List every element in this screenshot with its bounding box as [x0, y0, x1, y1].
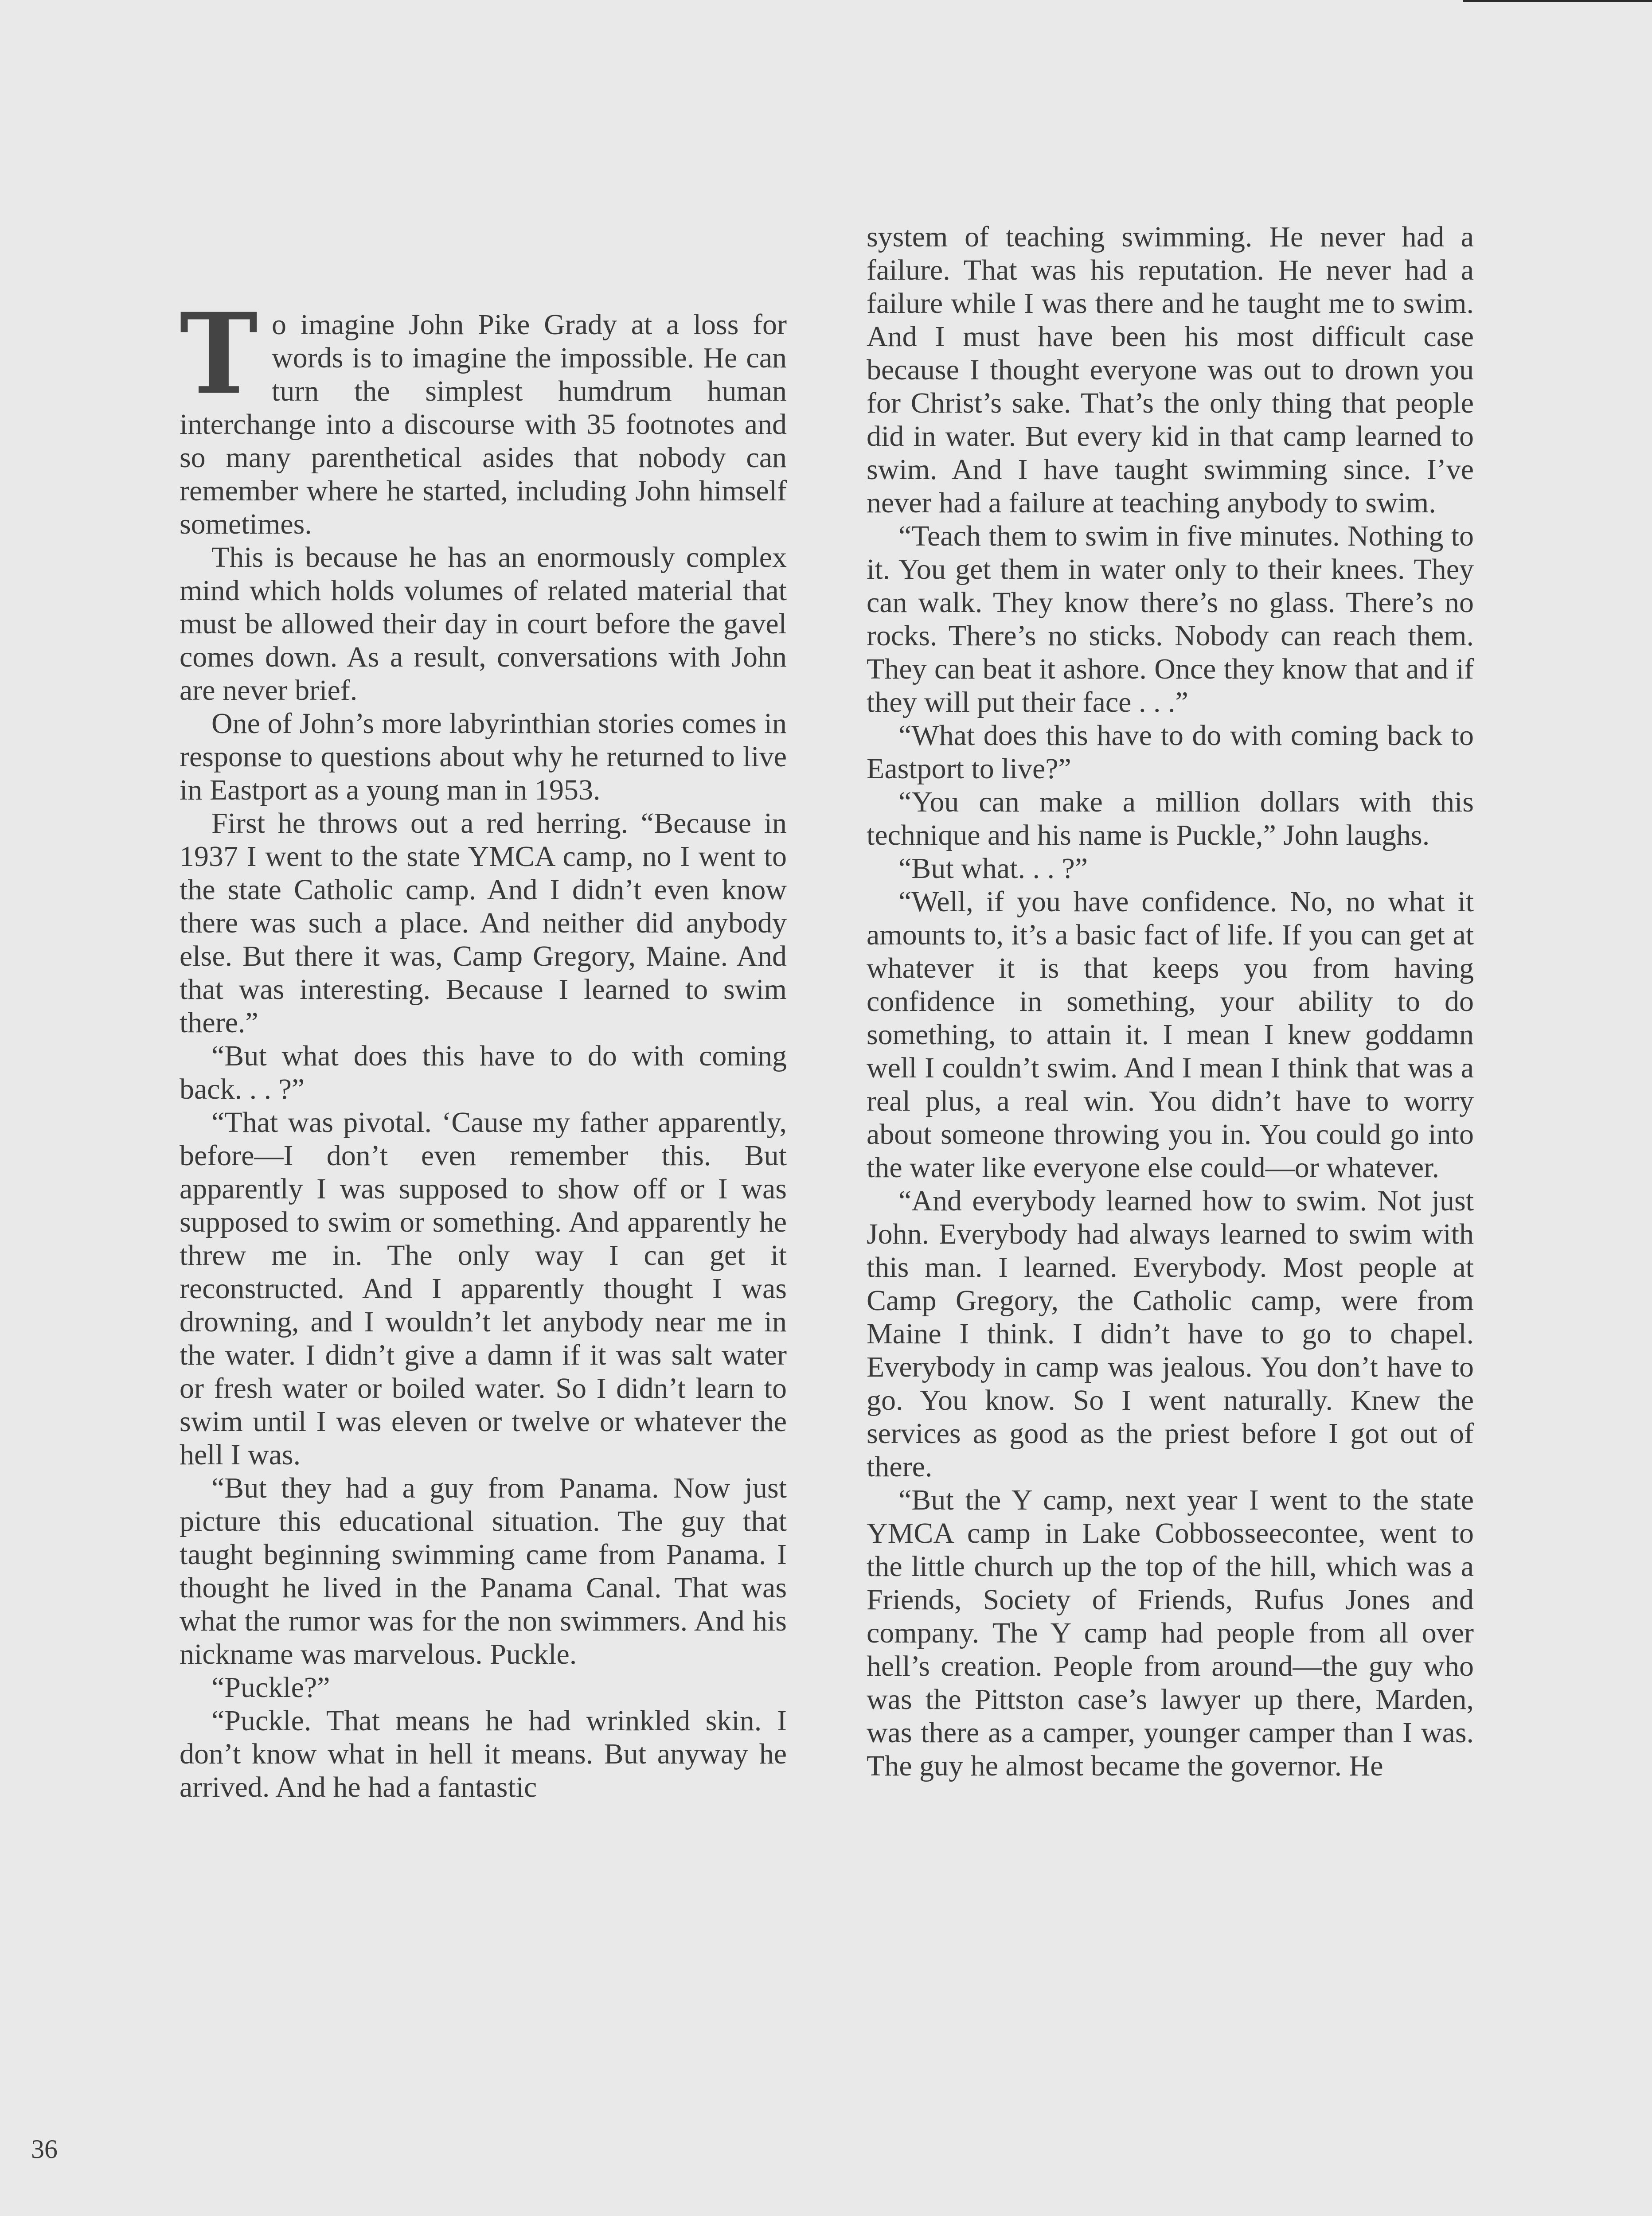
article-paragraph: “But what. . . ?”: [898, 852, 1088, 885]
article-column-right: [867, 220, 1474, 1783]
article-paragraph-opening: [180, 289, 787, 541]
paragraph-text: o imagine John Pike Grady at a loss for words is to imagine the impossible. He can turn the simplest humdrum human interchange into a discourse with 35 footnotes and so many parenthetical asides that nobody can remember where he started, including John himself sometimes.: [180, 308, 787, 540]
article-paragraph: “You can make a million dollars with this technique and his name is Puckle,” John laughs.: [867, 786, 1474, 851]
page-number: 36: [31, 2134, 58, 2164]
article-paragraph: “But what does this have to do with coming back. . . ?”: [180, 1040, 787, 1105]
article-paragraph: First he throws out a red herring. “Because in 1937 I went to the state YMCA camp, no I went to the state Catholic camp. And I didn’t even know there was such a place. And neither did anybody else. But there it was, Camp Gregory, Maine. And that was interesting. Because I learned to swim there.”: [180, 807, 787, 1039]
scan-top-edge: [1463, 0, 1652, 2]
article-paragraph: “What does this have to do with coming back to Eastport to live?”: [867, 719, 1474, 785]
article-paragraph: “But the Y camp, next year I went to the state YMCA camp in Lake Cobbosseecontee, went to the little church up the top of the hill, which was a Friends, Society of Friends, Rufus Jones and company. The Y camp had people from all over hell’s creation. People from around—the guy who was the Pittston case’s lawyer up there, Marden, was there as a camper, younger camper than I was. The guy he almost became the governor. He: [867, 1484, 1474, 1782]
article-paragraph: One of John’s more labyrinthian stories comes in response to questions about why he returned to live in Eastport as a young man in 1953.: [180, 707, 787, 806]
article-paragraph: “And everybody learned how to swim. Not just John. Everybody had always learned to swim with this man. I learned. Everybody. Most people at Camp Gregory, the Catholic camp, were from Maine I think. I didn’t have to go to chapel. Everybody in camp was jealous. You don’t have to go. You know. So I went naturally. Knew the services as good as the priest before I got out of there.: [867, 1185, 1474, 1483]
drop-cap: T: [180, 289, 258, 419]
article-paragraph: “Teach them to swim in five minutes. Nothing to it. You get them in water only to their knees. They can walk. They know there’s no glass. There’s no rocks. There’s no sticks. Nobody can reach them. They can beat it ashore. Once they know that and if they will put their face . . .”: [867, 520, 1474, 718]
article-column-left: [180, 289, 787, 1804]
article-paragraph: “But they had a guy from Panama. Now just picture this educational situation. The guy that taught beginning swimming came from Panama. I thought he lived in the Panama Canal. That was what the rumor was for the non swimmers. And his nickname was marvelous. Puckle.: [180, 1472, 787, 1670]
article-paragraph: “Well, if you have confidence. No, no what it amounts to, it’s a basic fact of life. If you can get at whatever it is that keeps you from having confidence in something, your ability to do something, to attain it. I mean I knew goddamn well I couldn’t swim. And I mean I think that was a real plus, a real win. You didn’t have to worry about someone throwing you in. You could go into the water like everyone else could—or whatever.: [867, 886, 1474, 1184]
article-paragraph: “That was pivotal. ‘Cause my father apparently, before—I don’t even remember this. But apparently I was supposed to show off or I was supposed to swim or something. And apparently he threw me in. The only way I can get it reconstructed. And I apparently thought I was drowning, and I wouldn’t let anybody near me in the water. I didn’t give a damn if it was salt water or fresh water or boiled water. So I didn’t learn to swim until I was eleven or twelve or whatever the hell I was.: [180, 1106, 787, 1471]
article-paragraph: “Puckle?”: [211, 1671, 330, 1704]
article-paragraph-continued: system of teaching swimming. He never had a failure. That was his reputation. He never had a failure while I was there and he taught me to swim. And I must have been his most difficult case because I thought everyone was out to drown you for Christ’s sake. That’s the only thing that people did in water. But every kid in that camp learned to swim. And I have taught swimming since. I’ve never had a failure at teaching anybody to swim.: [867, 221, 1474, 519]
article-paragraph: “Puckle. That means he had wrinkled skin. I don’t know what in hell it means. But anyway he arrived. And he had a fantastic: [180, 1705, 787, 1803]
article-paragraph: This is because he has an enormously complex mind which holds volumes of related material that must be allowed their day in court before the gavel comes down. As a result, conversations with John are never brief.: [180, 541, 787, 706]
